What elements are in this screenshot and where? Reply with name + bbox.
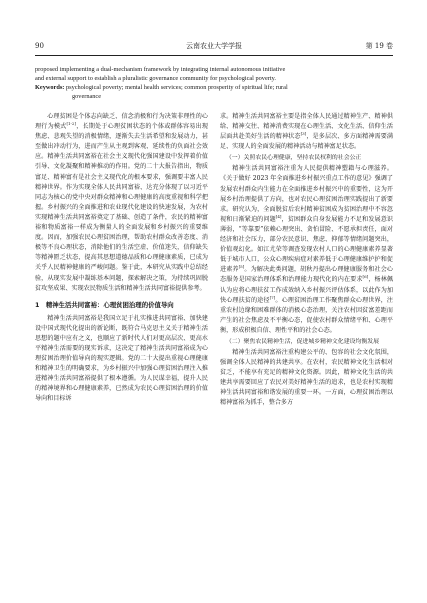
citation: [6] [362,274,369,280]
running-header [35,40,393,52]
english-abstract [35,66,393,101]
body-paragraph [220,164,393,336]
abstract-line: and external support to establish a pluralistic governance community for psychological poverty. [35,74,276,82]
page-number: 90 [35,42,44,50]
paragraph-text: 。为解决此类问题，胡秋丹提出心理健康服务和社会心态服务是国家治理体系和治理能力现代化的内在要求 [220,266,394,284]
body-paragraph [220,112,393,152]
keywords-label: Keywords: [35,84,65,92]
paragraph-text: 。心理贫困治理工作聚焦群众心理世界，注重农村边缘和困难群体的消极心态治理，关注农村因贫富差距而产生的社会焦虑及不平衡心态，促使农村群众情绪平和、心理平衡，形成积极自信、理性平和的社会心态。 [220,296,394,334]
citation: [7] [269,294,276,300]
citation: [3] [300,131,307,137]
body-paragraph: 精神生活共同富裕是我国立足于扎实推进共同富裕、加快建设中国式现代化提出的新论断，既符合马克思主义关于精神生活思想的题中应有之义，也顺应了新时代人们对更高层次、更高水平精神生活需要的现实诉求，这决定了精神生活共同富裕成为心理贫困治理价值导向的现实逻辑。党的二十大提出重视心理健康和精神卫生的明确要求，为乡村振兴中加强心理贫困治理注入推进精神生活共同富裕提供了根本遵循。为人民谋幸福，提升人民的精神境界和心理健康素养，已然成为农民心理贫困治理的价值导向和目标诉 [35,314,208,403]
keywords [35,84,393,93]
journal-title: 云南农业大学学报 [186,42,242,50]
paragraph-text: ，贫困群众自身发展能力不足和发展意识薄弱，“等靠要”依赖心理突出、贪怕冒险、不愿承担责任，面对经济和社会压力，部分农民意识、焦虑、抑郁等情绪问题突出，价值观幻化。如江尤荣等调查发现农村人口的心理健康素养显著低于城市人口，公众心理疾病症对素养低于心理健康维护护和促进素养 [220,215,394,274]
subsection-heading: （二）聚焦农民精神生活，促进城乡精神文化建设均衡发展 [225,338,380,345]
abstract-line: proposed implementing a dual-mechanism framework by integrating internal autonomous initiative [35,66,286,73]
keywords-text: psychological poverty; mental health services; common prosperity of spiritual life; rural [65,84,288,92]
section-heading: 1 精神生活共同富裕：心理贫困治理的价值导向 [35,300,174,309]
paragraph-text: ，是多层次、多方面精神需要满足、实现人的全面发展的精神活动与精神富足状态。 [220,133,394,151]
subsection-heading: （一）关照农民心理健康，坚持农民权利的社会公正 [225,155,362,162]
citation: [5] [238,264,245,270]
intro-paragraph [35,112,208,294]
citation: [4] [275,213,282,219]
keywords-continued: governance [72,92,102,100]
body-paragraph: 精神生活共同富裕注重构建公平的、包容的社会文化氛围，强调全体人民精神的共建共享。在农村，农民精神文化生活相对贫乏，不能享有充足的精神文化资源。因此，精神文化生活的共建共享需要回应了农民对美好精神生活的追求，也是农村实现精神生活共同富裕和谐发展的重要一环。一方面，心理贫困治理以精神富裕为抓手，整合多方 [220,348,393,407]
right-column [220,112,393,409]
citation: [1-2] [66,121,76,127]
volume-label: 第 19 卷 [365,42,393,50]
paragraph-text: 求。精神生活共同富裕主要是指全体人民通过精神生产、精神供给、精神交往、精神消费实现在心理生活、文化生活、信仰生活层面共赴美好生活的精神状态 [220,113,393,141]
paragraph-text: 心理贫困是个体志向缺乏、信念消极和行为决策非理性的心理行为模式 [35,113,208,131]
paragraph-text: ，长期处于心理贫困状态的个体或群体容易出现焦虑、悲观失望的消极情绪，逐渐失去生活希望和发展动力，甚至做出冲动行为，进而产生从主观到客观、延续性的负面社会效应。精神生活共同富裕在社会主义现代化强国建设中发挥着价值引导、文化凝聚和精神推动的作用。党的二十大报告指出，物质富足、精神富有是社会主义现代化的根本要求，强调要丰富人民精神世界。作为实现全体人民共同富裕、达充分体现了以习近平同志为核心的党中央对群众精神和心理健康的高度重视和科学把握。乡村振兴的全面推进和农业现代化建设的快速发展，为农村实现精神生活共同富裕奠定了基础、创造了条件，农民的精神富裕和物质富裕一样成为衡量人的全面发展和乡村振兴的重要维度。因而，加强农民心理贫困治理，帮助农村群众改善态度、消极等不良心理状态，消除他们的生活空虚、价值迷失，信仰缺失等精神匮乏状态，提高其思想道德品质和心理健康素质，已成为关乎人民精神健康的严峻问题。鉴于此，本研究从实践中总结经验，从现实发展中凝练基本问题，探索解决之策，为持续巩固脱贫攻坚成果、实现农民物质生活和精神生活共同富裕提供参考。 [35,123,209,292]
paragraph-text: ，杨林佩认为应将心理扶贫工作成效纳入乡村振兴评估体系，以此作为加快心理扶贫的途径 [220,276,394,304]
paragraph-text: 精神生活共同富裕注重为人民提供精神塑籍与心理滋养。《关于做好 2023 年全面推进乡村振兴重点工作的意见》强调了发展农村群众内生能力在全面推进乡村振兴中的重要性，这为开展乡村治理提供了方向，也对农民心理贫困治理实践提出了新要求。研究认为，全面脱贫后农村精神贫困成为贫困治理中不容忽视和日渐紧迫的问题 [220,165,393,223]
header-rule [35,55,393,56]
left-column [35,112,208,405]
